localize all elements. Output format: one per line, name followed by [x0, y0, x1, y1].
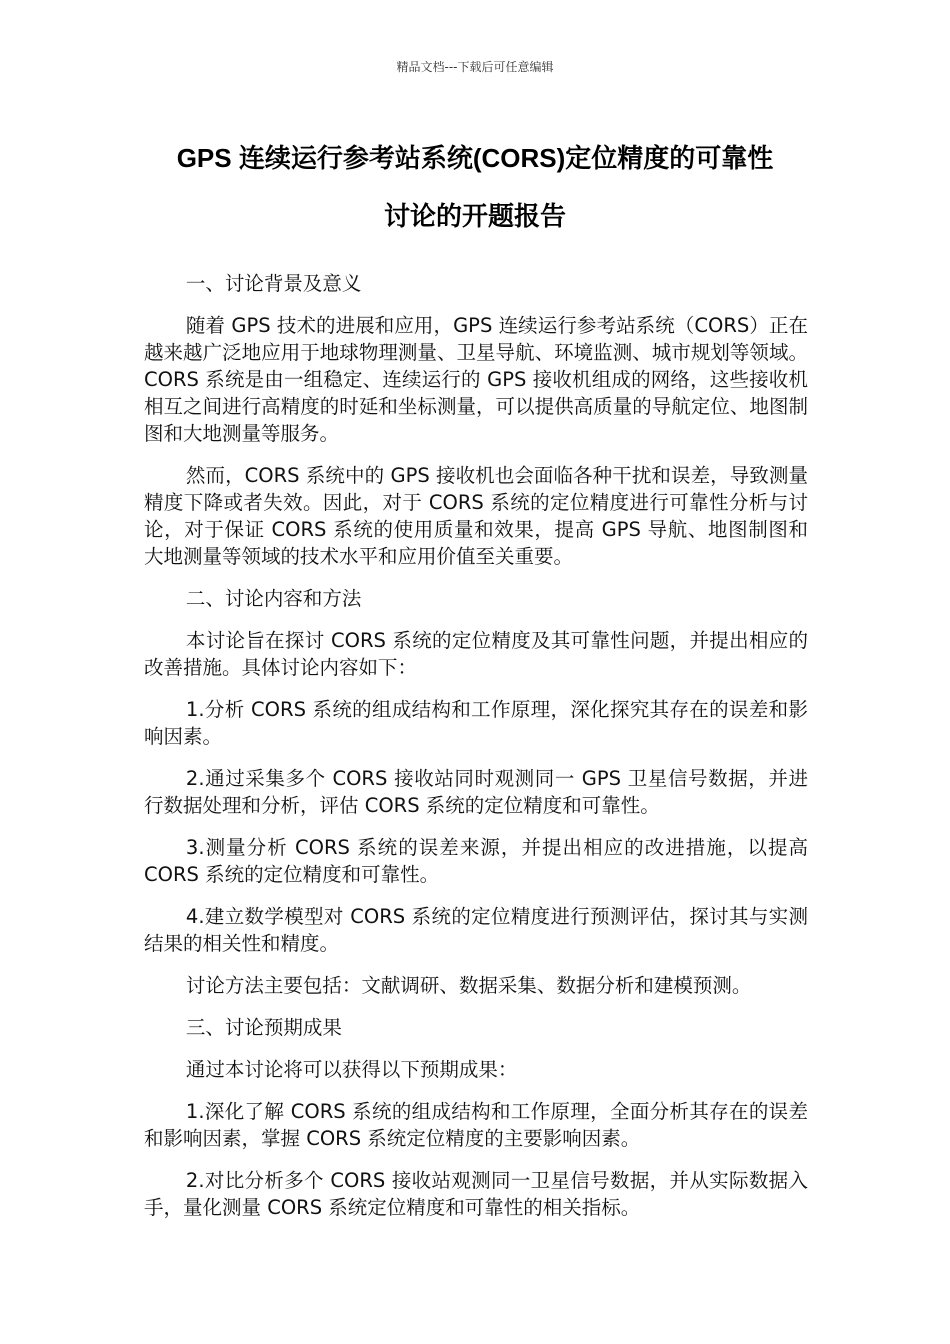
paragraph: 讨论方法主要包括：文献调研、数据采集、数据分析和建模预测。	[185, 974, 752, 997]
list-item: 2.对比分析多个 CORS 接收站观测同一卫星信号数据，并从实际数据入手，量化测量 CORS 系统定位精度和可靠性的相关指标。	[144, 1169, 808, 1219]
document-body	[144, 270, 808, 1236]
document-title-line-1: GPS 连续运行参考站系统(CORS)定位精度的可靠性	[176, 143, 774, 173]
list-item: 3.测量分析 CORS 系统的误差来源，并提出相应的改进措施，以提高 CORS 系统的定位精度和可靠性。	[144, 836, 808, 886]
list-item: 1.分析 CORS 系统的组成结构和工作原理，深化探究其存在的误差和影响因素。	[144, 698, 808, 748]
paragraph: 本讨论旨在探讨 CORS 系统的定位精度及其可靠性问题，并提出相应的改善措施。具体讨论内容如下：	[144, 629, 808, 679]
section-heading-expected-results: 三、讨论预期成果	[185, 1016, 342, 1039]
document-title-line-2: 讨论的开题报告	[383, 201, 566, 231]
list-item: 1.深化了解 CORS 系统的组成结构和工作原理，全面分析其存在的误差和影响因素，掌握 CORS 系统定位精度的主要影响因素。	[144, 1100, 808, 1150]
page-header: 精品文档---下载后可任意编辑	[396, 60, 554, 74]
list-item: 4.建立数学模型对 CORS 系统的定位精度进行预测评估，探讨其与实测结果的相关性和精度。	[144, 905, 808, 955]
section-heading-content-method: 二、讨论内容和方法	[185, 587, 362, 610]
paragraph: 然而，CORS 系统中的 GPS 接收机也会面临各种干扰和误差，导致测量精度下降或者失效。因此，对于 CORS 系统的定位精度进行可靠性分析与讨论，对于保证 CORS 系统的使用质量和效果，提高 GPS 导航、地图制图和大地测量等领域的技术水平和应用价值至关重要。	[144, 464, 808, 568]
paragraph: 随着 GPS 技术的进展和应用，GPS 连续运行参考站系统（CORS）正在越来越广泛地应用于地球物理测量、卫星导航、环境监测、城市规划等领域。CORS 系统是由一组稳定、连续运行的 GPS 接收机组成的网络，这些接收机相互之间进行高精度的时延和坐标测量，可以提供高质量的导航定位、地图制图和大地测量等服务。	[144, 314, 808, 445]
paragraph: 通过本讨论将可以获得以下预期成果：	[185, 1058, 518, 1081]
list-item: 2.通过采集多个 CORS 接收站同时观测同一 GPS 卫星信号数据，并进行数据处理和分析，评估 CORS 系统的定位精度和可靠性。	[144, 767, 808, 817]
section-heading-background: 一、讨论背景及意义	[185, 272, 362, 295]
